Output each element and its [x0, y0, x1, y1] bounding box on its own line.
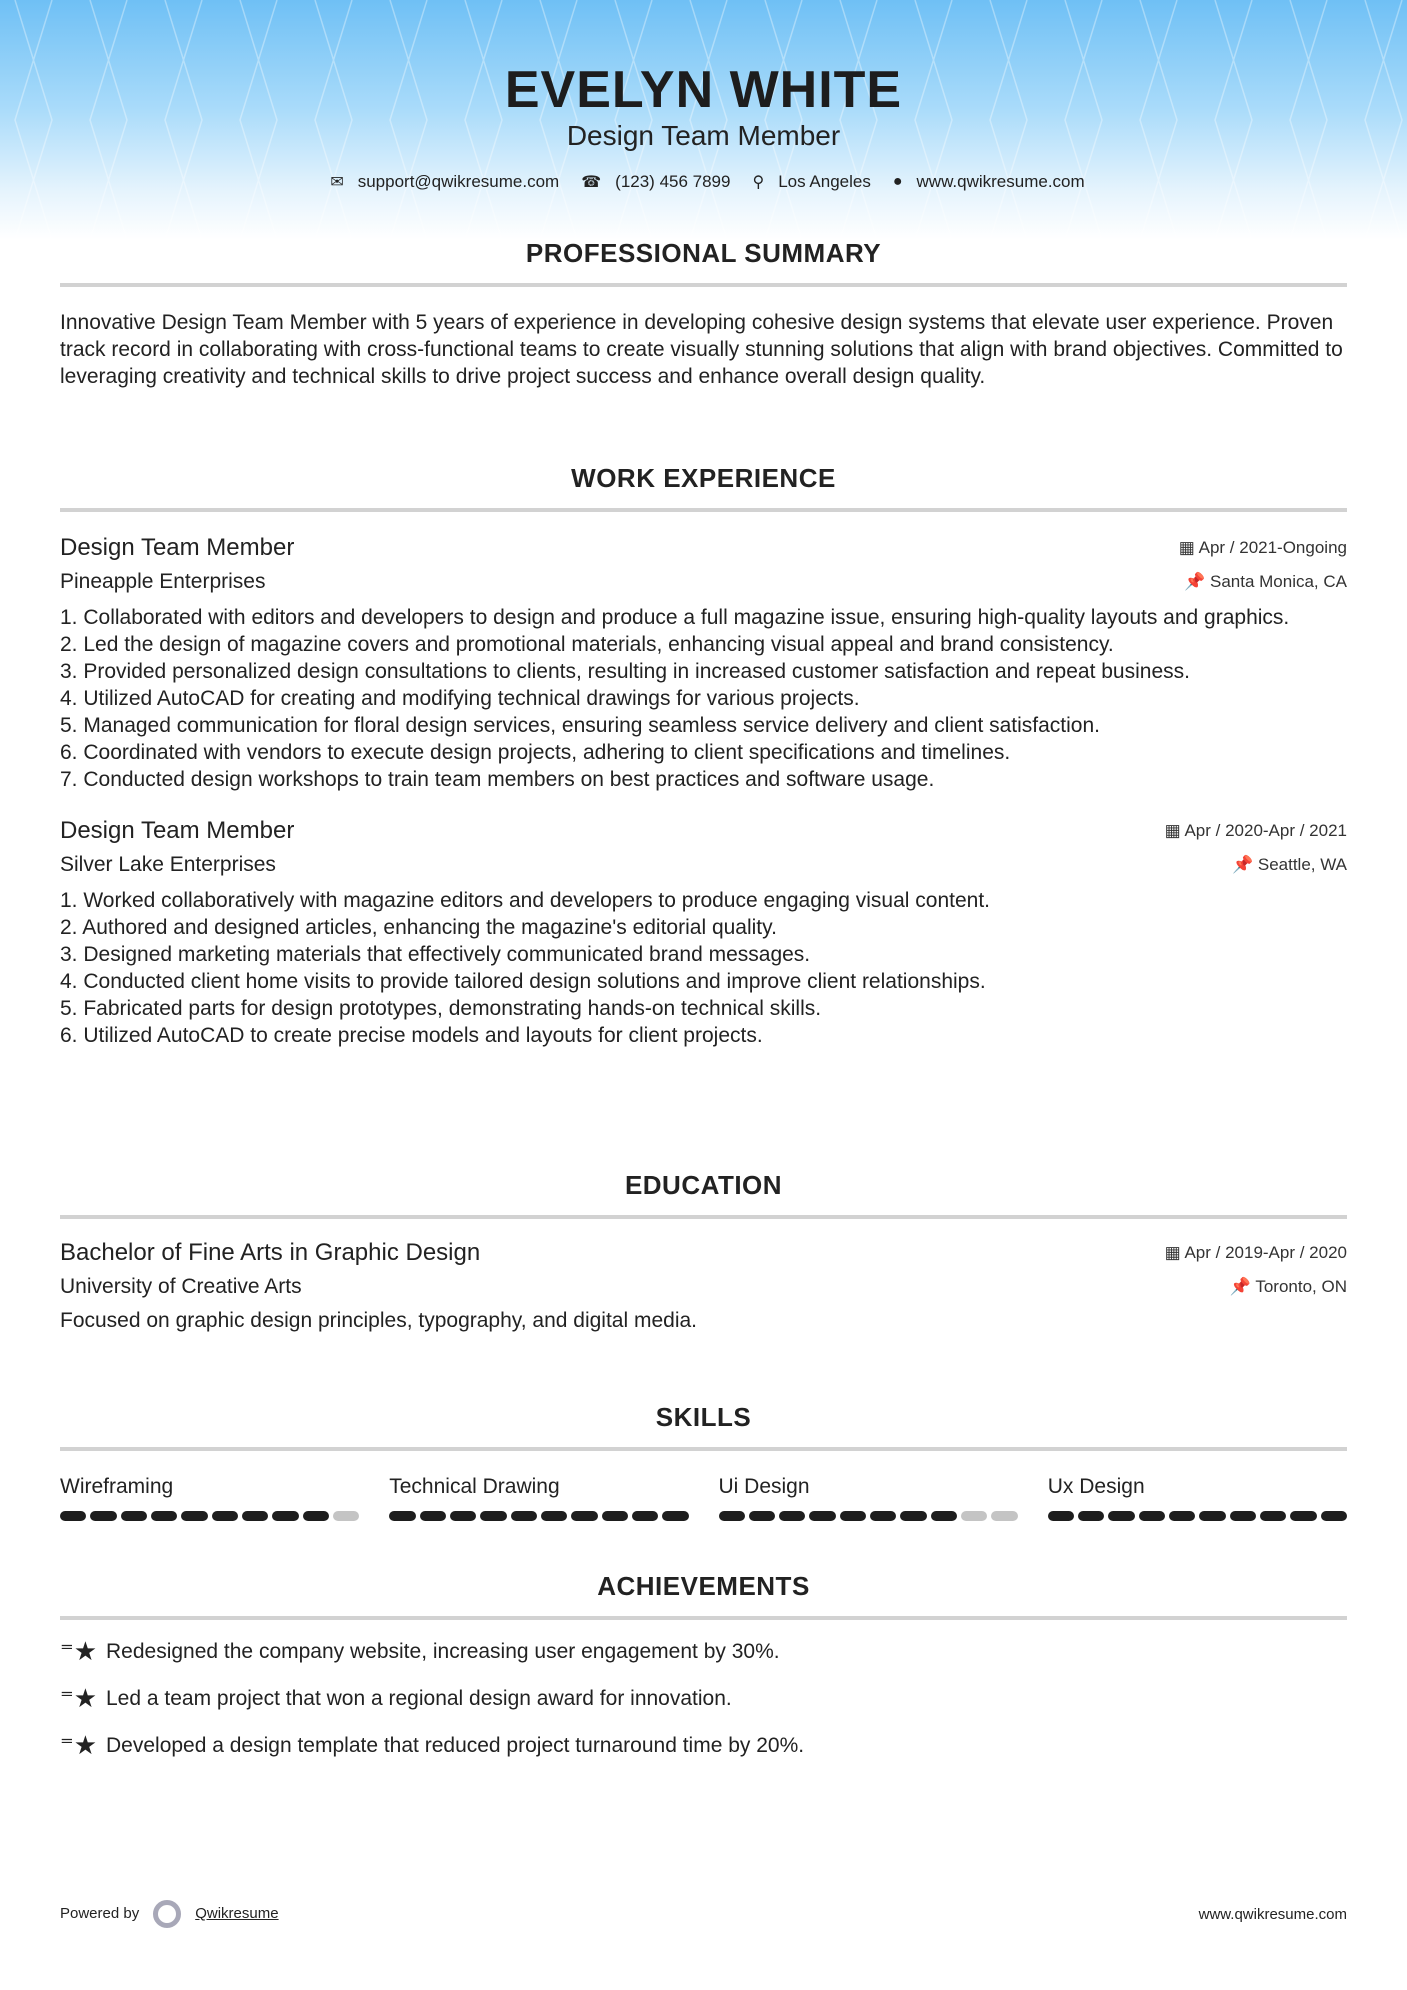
map-pin-icon: ⚲ — [752, 174, 765, 191]
job-bullets — [60, 887, 1347, 1049]
skill-item — [1048, 1475, 1347, 1521]
skill-level-segment — [1108, 1511, 1134, 1521]
skill-level-segment — [389, 1511, 415, 1521]
skill-level-segment — [60, 1511, 86, 1521]
skill-level-segment — [1169, 1511, 1195, 1521]
section-heading: EDUCATION — [60, 1170, 1347, 1219]
skill-level-segment — [931, 1511, 957, 1521]
pin-icon: 📌 — [1231, 855, 1258, 874]
education-description: Focused on graphic design principles, typography, and digital media. — [60, 1309, 697, 1332]
skill-level-segment — [840, 1511, 866, 1521]
skill-level-segment — [272, 1511, 298, 1521]
contact-email[interactable]: support@qwikresume.com — [357, 172, 560, 191]
skill-level-segment — [749, 1511, 775, 1521]
job-header — [60, 534, 1347, 562]
skill-name: Wireframing — [60, 1475, 174, 1498]
skill-item — [389, 1475, 688, 1521]
job-dates-wrap — [1179, 538, 1347, 558]
job-location-wrap — [1232, 855, 1347, 875]
section-heading: ACHIEVEMENTS — [60, 1571, 1347, 1620]
footer-website[interactable]: www.qwikresume.com — [1198, 1905, 1347, 1923]
powered-by-label: Powered by — [60, 1904, 140, 1922]
education-section — [60, 1170, 1347, 1334]
skill-level-segment — [779, 1511, 805, 1521]
job-dates-wrap — [1165, 821, 1347, 841]
job-subheader — [60, 853, 1347, 877]
header-banner — [0, 0, 1407, 240]
job-location-wrap — [1184, 572, 1347, 592]
job-location: Santa Monica, CA — [1209, 572, 1347, 591]
company-name: Pineapple Enterprises — [60, 570, 266, 593]
job-subheader — [60, 570, 1347, 594]
pin-icon: 📌 — [1184, 572, 1210, 591]
degree-title: Bachelor of Fine Arts in Graphic Design — [60, 1239, 481, 1266]
job-entry — [60, 817, 1347, 1049]
qwikresume-link[interactable]: Qwikresume — [195, 1904, 279, 1922]
skill-level-segment — [303, 1511, 329, 1521]
contact-website[interactable]: www.qwikresume.com — [916, 172, 1085, 191]
skill-name: Technical Drawing — [389, 1475, 560, 1498]
achievement-item — [60, 1683, 1347, 1714]
job-bullet: 5. Managed communication for floral design services, ensuring seamless service delivery and client satisfaction. — [60, 714, 1100, 737]
job-bullet: 6. Coordinated with vendors to execute design projects, adhering to client specifications and timelines. — [60, 741, 1011, 764]
contact-row — [0, 172, 1407, 192]
skill-level-segment — [870, 1511, 896, 1521]
section-heading: PROFESSIONAL SUMMARY — [60, 238, 1347, 287]
job-entry — [60, 534, 1347, 793]
school-name: University of Creative Arts — [60, 1275, 302, 1298]
achievement-item — [60, 1636, 1347, 1667]
calendar-icon: ▦ — [1164, 821, 1185, 840]
job-bullet: 5. Fabricated parts for design prototypes, demonstrating hands-on technical skills. — [60, 997, 822, 1020]
contact-location: Los Angeles — [778, 172, 871, 191]
skill-level-segment — [420, 1511, 446, 1521]
job-bullet: 6. Utilized AutoCAD to create precise models and layouts for client projects. — [60, 1024, 763, 1047]
skill-level-segment — [571, 1511, 597, 1521]
skill-level-segment — [450, 1511, 476, 1521]
skill-level-segment — [809, 1511, 835, 1521]
skill-level-segment — [90, 1511, 116, 1521]
job-title: Design Team Member — [60, 817, 295, 844]
candidate-title: Design Team Member — [566, 120, 841, 151]
contact-phone: (123) 456 7899 — [615, 172, 731, 191]
education-dates: Apr / 2019-Apr / 2020 — [1184, 1243, 1347, 1262]
skill-level-segment — [1260, 1511, 1286, 1521]
skill-level-segment — [1230, 1511, 1256, 1521]
skill-level-segment — [719, 1511, 745, 1521]
pin-icon: 📌 — [1229, 1277, 1256, 1296]
skill-level-segment — [602, 1511, 628, 1521]
skill-level-segment — [333, 1511, 359, 1521]
calendar-icon: ▦ — [1178, 538, 1199, 557]
job-bullet: 4. Conducted client home visits to provide tailored design solutions and improve client relationships. — [60, 970, 986, 993]
job-bullet: 4. Utilized AutoCAD for creating and modifying technical drawings for various projects. — [60, 687, 860, 710]
phone-icon: ☎ — [581, 174, 602, 191]
job-bullet: 3. Provided personalized design consultations to clients, resulting in increased customer satisfaction and repeat business. — [60, 660, 1190, 683]
skill-level-segment — [242, 1511, 268, 1521]
skill-level-segment — [181, 1511, 207, 1521]
star-icon: ⁼★ — [60, 1683, 98, 1713]
envelope-icon: ✉ — [330, 174, 344, 191]
job-dates: Apr / 2021-Ongoing — [1198, 538, 1347, 557]
job-bullet: 2. Authored and designed articles, enhancing the magazine's editorial quality. — [60, 916, 777, 939]
skill-level-segment — [212, 1511, 238, 1521]
summary-section — [60, 238, 1347, 390]
skill-item — [719, 1475, 1018, 1521]
job-bullet: 1. Worked collaboratively with magazine editors and developers to produce engaging visual content. — [60, 889, 990, 912]
skill-item — [60, 1475, 359, 1521]
education-location: Toronto, ON — [1255, 1277, 1347, 1296]
achievement-item — [60, 1730, 1347, 1761]
job-title: Design Team Member — [60, 534, 295, 561]
skills-section — [60, 1402, 1347, 1521]
section-heading: WORK EXPERIENCE — [60, 463, 1347, 512]
job-bullet: 1. Collaborated with editors and developers to design and produce a full magazine issue, ensuring high-quality layouts and graphics. — [60, 606, 1290, 629]
skill-level-segment — [1048, 1511, 1074, 1521]
skill-level-segment — [151, 1511, 177, 1521]
skill-level-segment — [991, 1511, 1017, 1521]
skill-level-segment — [662, 1511, 688, 1521]
qwikresume-logo-icon — [153, 1900, 181, 1928]
skill-name: Ux Design — [1047, 1475, 1145, 1498]
company-name: Silver Lake Enterprises — [60, 853, 276, 876]
skill-level-segment — [1321, 1511, 1347, 1521]
skill-level-bar — [1048, 1511, 1347, 1521]
skill-level-bar — [389, 1511, 688, 1521]
job-header — [60, 817, 1347, 845]
achievement-text: Redesigned the company website, increasing user engagement by 30%. — [106, 1639, 780, 1663]
job-bullet: 2. Led the design of magazine covers and promotional materials, enhancing visual appeal and brand consistency. — [60, 633, 1114, 656]
skill-level-bar — [60, 1511, 359, 1521]
job-bullet: 3. Designed marketing materials that effectively communicated brand messages. — [60, 943, 811, 966]
calendar-icon: ▦ — [1164, 1243, 1185, 1262]
job-dates: Apr / 2020-Apr / 2021 — [1184, 821, 1347, 840]
summary-text: Innovative Design Team Member with 5 years of experience in developing cohesive design systems that elevate user experience. Proven track record in collaborating with cross-functional teams to create visually stunning solutions that align with brand objectives. Committed to leveraging creativity and technical skills to drive project success and enhance overall design quality. — [60, 311, 1343, 388]
skill-level-segment — [1078, 1511, 1104, 1521]
skill-level-segment — [1290, 1511, 1316, 1521]
achievement-text: Developed a design template that reduced project turnaround time by 20%. — [106, 1733, 805, 1757]
achievements-section — [60, 1571, 1347, 1761]
achievement-text: Led a team project that won a regional design award for innovation. — [106, 1686, 732, 1710]
skill-level-segment — [1199, 1511, 1225, 1521]
skill-level-segment — [480, 1511, 506, 1521]
skill-level-segment — [511, 1511, 537, 1521]
job-bullet: 7. Conducted design workshops to train team members on best practices and software usage. — [60, 768, 935, 791]
skill-level-segment — [541, 1511, 567, 1521]
job-location: Seattle, WA — [1257, 855, 1347, 874]
job-bullets — [60, 604, 1347, 793]
skill-level-segment — [121, 1511, 147, 1521]
section-heading: SKILLS — [60, 1402, 1347, 1451]
experience-section — [60, 463, 1347, 1049]
star-icon: ⁼★ — [60, 1636, 98, 1666]
star-icon: ⁼★ — [60, 1730, 98, 1760]
footer — [60, 1900, 1347, 1928]
candidate-name: EVELYN WHITE — [504, 61, 903, 119]
skill-level-segment — [900, 1511, 926, 1521]
skill-name: Ui Design — [718, 1475, 810, 1498]
globe-icon: ● — [892, 173, 903, 190]
skill-level-segment — [1139, 1511, 1165, 1521]
skill-level-segment — [961, 1511, 987, 1521]
skill-level-bar — [719, 1511, 1018, 1521]
skill-level-segment — [632, 1511, 658, 1521]
